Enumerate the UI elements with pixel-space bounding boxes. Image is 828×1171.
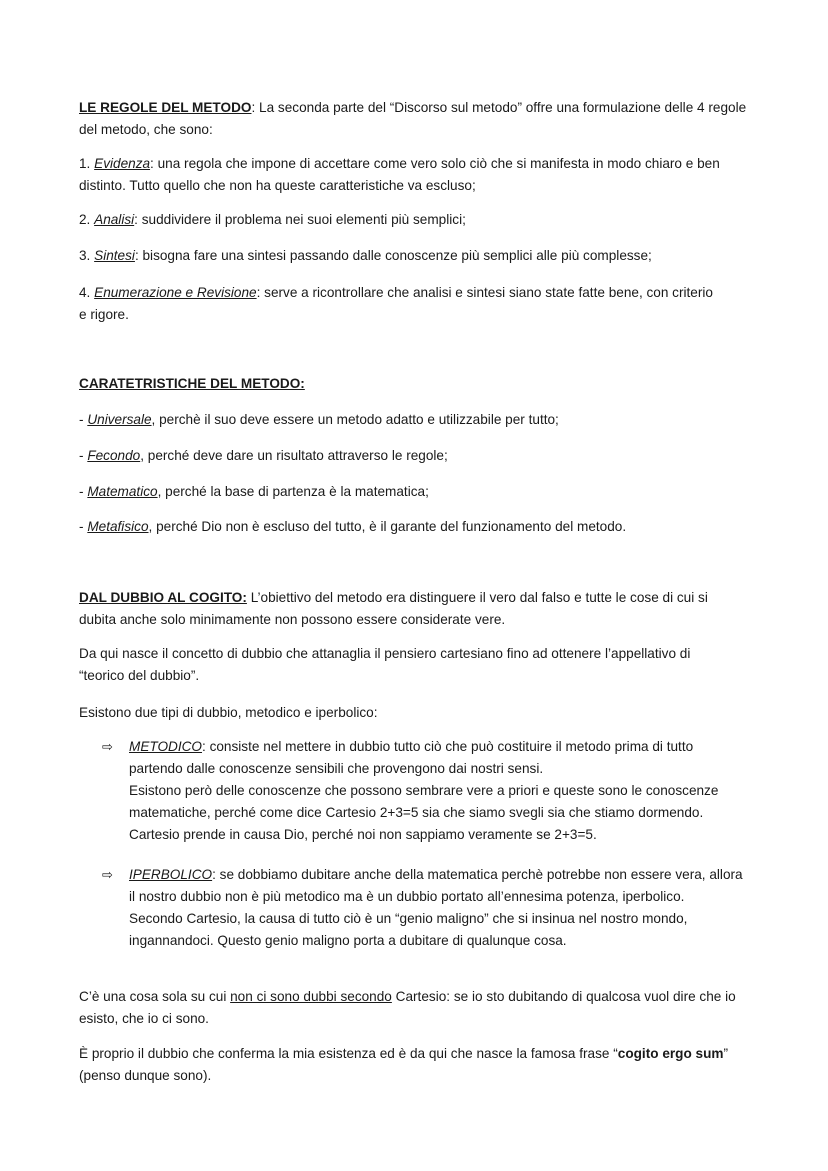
arrow-right-icon: ⇨ xyxy=(102,867,113,882)
arrow-right-icon: ⇨ xyxy=(102,739,113,754)
characteristic-4: - Metafisico, perché Dio non è escluso del tutto, è il garante del funzionamento del metodo. xyxy=(79,519,627,534)
rules-intro: LE REGOLE DEL METODO: La seconda parte del “Discorso sul metodo” offre una formulazione delle 4 regole del metodo, che sono: xyxy=(79,100,747,137)
characteristic-1: - Universale, perchè il suo deve essere un metodo adatto e utilizzabile per tutto; xyxy=(79,412,559,427)
cogito-ergo-sum-paragraph: È proprio il dubbio che conferma la mia esistenza ed è da qui che nasce la famosa frase “cogito ergo sum” (penso dunque sono). xyxy=(79,1046,729,1083)
cogito-intro: DAL DUBBIO AL COGITO: L’obiettivo del metodo era distinguere il vero dal falso e tutte le cose di cui si dubita anche solo minimamente non possono essere considerate vere. xyxy=(79,590,708,627)
characteristics-heading: CARATETRISTICHE DEL METODO: xyxy=(79,376,305,391)
bullet-metodico: ⇨ METODICO: consiste nel mettere in dubbio tutto ciò che può costituire il metodo prima di tutto partendo dalle conoscenze sensibili che provengono dai nostri sensi. Esistono però delle conoscenze che possono sembrare vere a priori e queste sono le conoscenze matematiche, perché come dice Cartesio 2+3=5 sia che siamo svegli sia che stiamo dormendo. Cartesio prende in causa Dio, perché noi non sappiamo veramente se 2+3=5. xyxy=(104,736,744,846)
doubt-types-paragraph: Esistono due tipi di dubbio, metodico e iperbolico: xyxy=(79,705,378,720)
rule-2: 2. Analisi: suddividere il problema nei suoi elementi più semplici; xyxy=(79,212,466,227)
cogito-paragraph: C’è una cosa sola su cui non ci sono dubbi secondo Cartesio: se io sto dubitando di qualcosa vuol dire che io esisto, che io ci sono. xyxy=(79,989,736,1026)
characteristic-2: - Fecondo, perché deve dare un risultato attraverso le regole; xyxy=(79,448,448,463)
rule-1: 1. Evidenza: una regola che impone di accettare come vero solo ciò che si manifesta in modo chiaro e ben distinto. Tutto quello che non ha queste caratteristiche va escluso; xyxy=(79,156,720,193)
characteristic-3: - Matematico, perché la base di partenza è la matematica; xyxy=(79,484,429,499)
bullet-iperbolico: ⇨ IPERBOLICO: se dobbiamo dubitare anche della matematica perchè potrebbe non essere vera, allora il nostro dubbio non è più metodico ma è un dubbio portato all’ennesima potenza, iperbolico. Secondo Cartesio, la causa di tutto ciò è un “genio maligno” che si insinua nel nostro mondo, ingannandoci. Questo genio maligno porta a dubitare di qualunque cosa. xyxy=(104,864,744,952)
rule-3: 3. Sintesi: bisogna fare una sintesi passando dalle conoscenze più semplici alle più complesse; xyxy=(79,248,652,263)
doubt-paragraph: Da qui nasce il concetto di dubbio che attanaglia il pensiero cartesiano fino ad ottenere l’appellativo di “teorico del dubbio”. xyxy=(79,646,691,683)
rule-4: 4. Enumerazione e Revisione: serve a ricontrollare che analisi e sintesi siano state fatte bene, con criterio e rigore. xyxy=(79,285,713,322)
cogito-heading: DAL DUBBIO AL COGITO: xyxy=(79,590,247,605)
rules-heading: LE REGOLE DEL METODO xyxy=(79,100,252,115)
